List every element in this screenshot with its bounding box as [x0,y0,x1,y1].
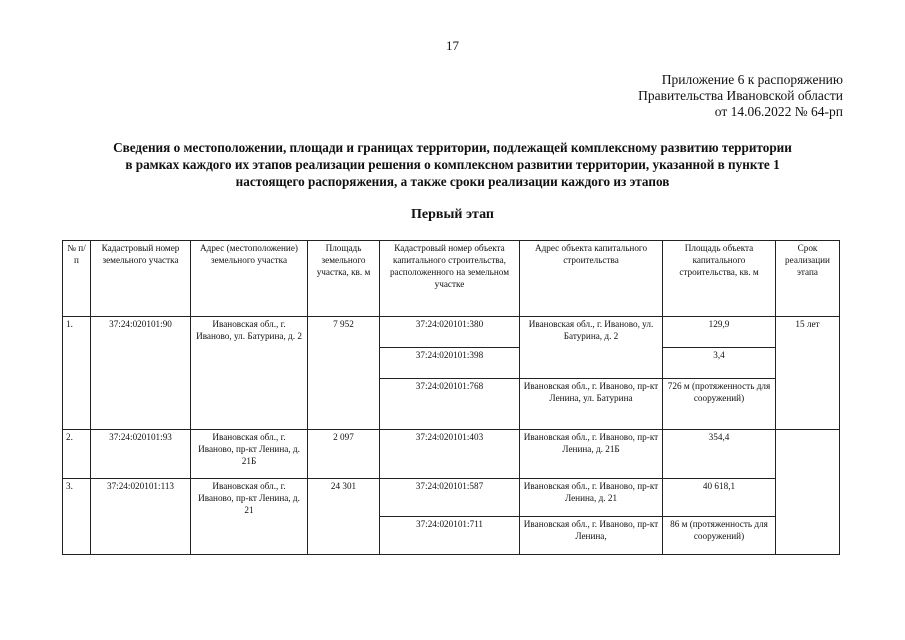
table-row [63,479,840,517]
header-term: Срок реализации этапа [776,241,840,317]
annex-line: от 14.06.2022 № 64-рп [714,104,843,119]
cell-address: Ивановская обл., г. Иваново, пр-кт Ленина, д. 21 [191,479,308,555]
cell-object-area: 354,4 [663,430,776,479]
cell-object-address: Ивановская обл., г. Иваново, пр-кт Ленина, ул. Батурина [520,379,663,430]
table-header-row [63,241,840,317]
cell-num: 2. [63,430,91,479]
annex-line: Приложение 6 к распоряжению [661,72,843,87]
cell-object-cadastral: 37:24:020101:403 [380,430,520,479]
cell-object-cadastral: 37:24:020101:768 [380,379,520,430]
cell-cadastral: 37:24:020101:113 [91,479,191,555]
header-object-cadastral: Кадастровый номер объекта капитального строительства, расположенного на земельном участке [380,241,520,317]
cell-cadastral: 37:24:020101:90 [91,317,191,430]
cell-object-cadastral: 37:24:020101:398 [380,348,520,379]
cell-object-cadastral: 37:24:020101:587 [380,479,520,517]
stage-title: Первый этап [411,207,494,222]
cell-object-area: 3,4 [663,348,776,379]
cell-object-cadastral: 37:24:020101:711 [380,517,520,555]
title-line: настоящего распоряжения, а также сроки реализации каждого из этапов [235,174,670,189]
cell-object-cadastral: 37:24:020101:380 [380,317,520,348]
cell-address: Ивановская обл., г. Иваново, пр-кт Ленина, д. 21Б [191,430,308,479]
cell-object-area: 86 м (протяженность для сооружений) [663,517,776,555]
title-line: в рамках каждого их этапов реализации решения о комплексном развитии территории, указанной в пункте 1 [125,157,780,172]
title-line: Сведения о местоположении, площади и границах территории, подлежащей комплексному развитию территории [113,140,792,155]
cell-term: 15 лет [776,317,840,430]
cell-area: 24 301 [308,479,380,555]
page-number: 17 [446,38,459,53]
header-object-area: Площадь объекта капитального строительства, кв. м [663,241,776,317]
header-address: Адрес (местоположение) земельного участка [191,241,308,317]
cell-object-address: Ивановская обл., г. Иваново, ул. Батурина, д. 2 [520,317,663,379]
cell-area: 7 952 [308,317,380,430]
cell-address: Ивановская обл., г. Иваново, ул. Батурина, д. 2 [191,317,308,430]
cell-object-address: Ивановская обл., г. Иваново, пр-кт Ленина, [520,517,663,555]
annex-line: Правительства Ивановской области [638,88,843,103]
cell-term-empty [776,430,840,555]
territory-table [62,240,840,555]
cell-area: 2 097 [308,430,380,479]
cell-object-area: 129,9 [663,317,776,348]
table-row [63,430,840,479]
header-num: № п/п [63,241,91,317]
header-cadastral: Кадастровый номер земельного участка [91,241,191,317]
annex-block [638,72,843,120]
header-object-address: Адрес объекта капитального строительства [520,241,663,317]
table-row [63,317,840,348]
cell-cadastral: 37:24:020101:93 [91,430,191,479]
cell-object-address: Ивановская обл., г. Иваново, пр-кт Ленина, д. 21 [520,479,663,517]
header-area: Площадь земельного участка, кв. м [308,241,380,317]
cell-num: 3. [63,479,91,555]
cell-object-address: Ивановская обл., г. Иваново, пр-кт Ленина, д. 21Б [520,430,663,479]
document-title [60,139,845,190]
cell-object-area: 40 618,1 [663,479,776,517]
cell-num: 1. [63,317,91,430]
cell-object-area: 726 м (протяженность для сооружений) [663,379,776,430]
